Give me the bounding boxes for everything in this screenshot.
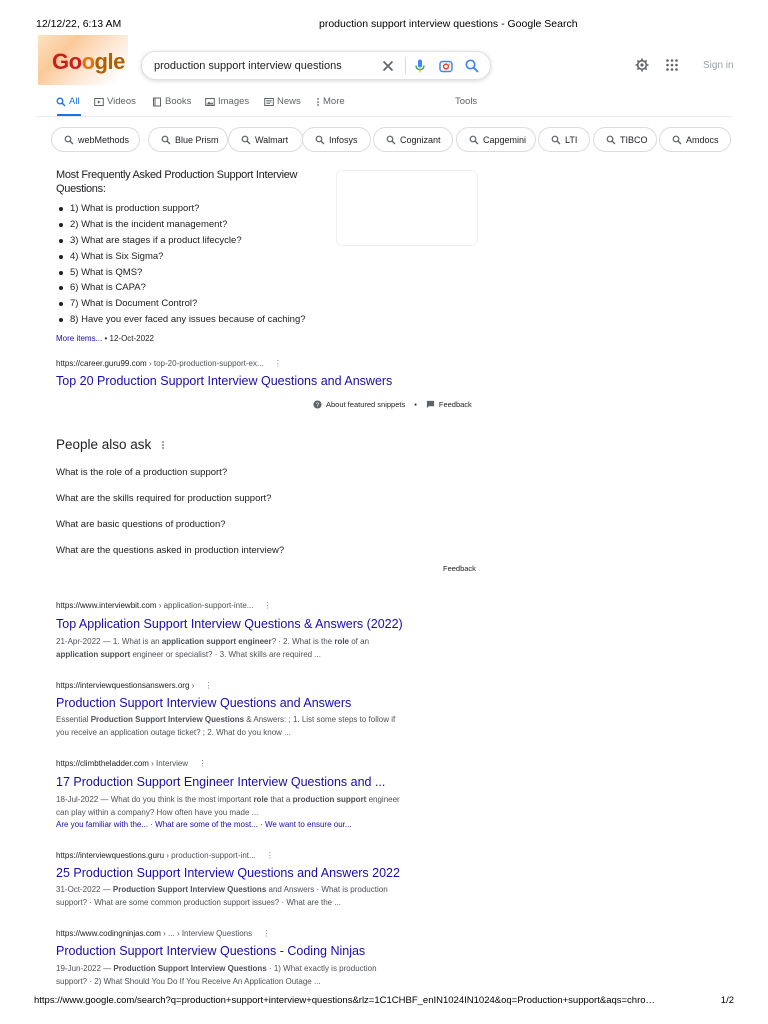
tab-news[interactable]: News: [264, 96, 301, 107]
image-icon: [205, 97, 215, 107]
search-box[interactable]: [141, 51, 491, 80]
result-cite: https://www.interviewbit.com › application-support-inte... ⋮: [56, 601, 272, 610]
result-title-link[interactable]: Production Support Interview Questions and Answers: [56, 696, 352, 710]
tab-tools[interactable]: Tools: [455, 96, 478, 107]
search-icon: [606, 135, 616, 145]
result-snippet: 21-Apr-2022 — 1. What is an application support engineer? · 2. What is the role of an application support engineer or specialist? · 3. What skills are required ...: [56, 637, 370, 659]
result-cite: https://www.codingninjas.com › ... › Interview Questions ⋮: [56, 929, 271, 938]
apps-grid-icon[interactable]: [664, 57, 680, 73]
tabs-divider: [36, 116, 732, 117]
result-snippet: 18-Jul-2022 — What do you think is the most important role that a production support engineer can play within a company? How often have you made ...: [56, 795, 400, 817]
paa-feedback-link[interactable]: Feedback: [443, 564, 476, 573]
search-icon: [64, 135, 74, 145]
paa-question[interactable]: What are the skills required for production support?: [56, 493, 272, 504]
chip-infosys[interactable]: Infosys: [302, 127, 371, 152]
svg-text:?: ?: [315, 401, 320, 409]
search-icon: [241, 135, 251, 145]
print-page-number: 1/2: [720, 995, 734, 1006]
featured-result-title-link[interactable]: Top 20 Production Support Interview Questions and Answers: [56, 374, 393, 388]
chip-capgemini[interactable]: Capgemini: [456, 127, 536, 152]
search-divider: [405, 57, 406, 74]
more-options-icon[interactable]: ⋮: [204, 681, 213, 690]
more-options-icon[interactable]: ⋮: [263, 601, 272, 610]
list-item: 1) What is production support?: [58, 201, 306, 217]
search-icon: [551, 135, 561, 145]
chip-cognizant[interactable]: Cognizant: [373, 127, 453, 152]
result-cite: https://career.guru99.com › top-20-production-support-ex... ⋮: [56, 359, 282, 368]
feedback-link[interactable]: Feedback: [438, 400, 472, 409]
result-title-link[interactable]: Production Support Interview Questions - Coding Ninjas: [56, 944, 366, 958]
result-title-link[interactable]: Top Application Support Interview Questions & Answers (2022): [56, 617, 403, 631]
result-cite: https://climbtheladder.com › Interview ⋮: [56, 759, 207, 768]
search-icon: [386, 135, 396, 145]
help-icon: [313, 400, 322, 409]
search-icon: [56, 97, 66, 107]
search-icon: [315, 135, 325, 145]
chip-lti[interactable]: LTI: [538, 127, 590, 152]
result-snippet: Essential Production Support Interview Questions & Answers: ; 1. List some steps to follow if you receive an application outage ticket? ; 2. What do you know ...: [56, 715, 396, 737]
chip-walmart[interactable]: Walmart: [228, 127, 303, 152]
result-title-link[interactable]: 25 Production Support Interview Questions and Answers 2022: [56, 866, 400, 880]
sitelinks-row[interactable]: Are you familiar with the... · What are some of the most... · We want to ensure our...: [56, 820, 352, 829]
print-date: 12/12/22, 6:13 AM: [36, 18, 122, 30]
chip-webmethods[interactable]: webMethods: [51, 127, 140, 152]
search-icon[interactable]: [464, 58, 480, 74]
camera-lens-icon[interactable]: [438, 58, 454, 74]
paa-question[interactable]: What is the role of a production support?: [56, 467, 228, 478]
featured-date: 12-Oct-2022: [109, 334, 154, 343]
clear-icon[interactable]: [380, 58, 396, 74]
print-url: https://www.google.com/search?q=production+support+interview+questions&rlz=1C1CHBF_enIN1024IN1024&oq=Production+support&aqs=chro…: [34, 995, 656, 1006]
sign-in-link[interactable]: Sign in: [703, 60, 734, 71]
more-options-icon[interactable]: ⋮: [198, 759, 207, 768]
featured-snippet-list: [58, 201, 306, 328]
result-snippet: 31-Oct-2022 — Production Support Interview Questions and Answers · What is production support? · What are some common production support issues? · What are the ...: [56, 885, 388, 907]
chip-tibco[interactable]: TIBCO: [593, 127, 657, 152]
tab-all[interactable]: All: [56, 96, 80, 107]
more-options-icon[interactable]: ⋮: [265, 851, 274, 860]
paa-question[interactable]: What are the questions asked in production interview?: [56, 545, 285, 556]
more-vert-icon[interactable]: [161, 440, 165, 450]
search-input[interactable]: [154, 58, 374, 74]
result-snippet: 19-Jun-2022 — Production Support Interview Questions · 1) What exactly is production support? · 2) What Should You Do If You Receive An Application Outage ...: [56, 964, 377, 986]
more-items-link[interactable]: More items...: [56, 334, 103, 343]
featured-snippet-footer: ? About featured snippets • Feedback: [313, 400, 472, 409]
tab-videos[interactable]: Videos: [94, 96, 136, 107]
list-item: 6) What is CAPA?: [58, 280, 306, 296]
search-icon: [672, 135, 682, 145]
result-cite: https://interviewquestions.guru › production-support-int... ⋮: [56, 851, 274, 860]
microphone-icon[interactable]: [412, 58, 428, 74]
print-header: [36, 18, 732, 32]
tab-images[interactable]: Images: [205, 96, 249, 107]
logo-text: Google: [52, 49, 125, 74]
result-title-link[interactable]: 17 Production Support Engineer Interview Questions and ...: [56, 775, 386, 789]
book-icon: [152, 97, 162, 107]
result-cite: https://interviewquestionsanswers.org › ⋮: [56, 681, 213, 690]
print-footer: [34, 995, 734, 1009]
list-item: 4) What is Six Sigma?: [58, 249, 306, 265]
video-icon: [94, 97, 104, 107]
news-icon: [264, 97, 274, 107]
featured-snippet-image[interactable]: [336, 170, 478, 246]
people-also-ask-heading: People also ask: [56, 437, 165, 452]
print-page-title: production support interview questions - Google Search: [319, 18, 578, 30]
gear-icon[interactable]: [634, 57, 650, 73]
list-item: 2) What is the incident management?: [58, 217, 306, 233]
chip-blue-prism[interactable]: Blue Prism: [148, 127, 228, 152]
featured-snippet-title: Most Frequently Asked Production Support Interview Questions:: [56, 169, 298, 195]
feedback-icon: [426, 400, 435, 409]
google-doodle-logo[interactable]: [38, 35, 128, 85]
more-items-row: More items... • 12-Oct-2022: [56, 334, 154, 343]
search-icon: [469, 135, 479, 145]
more-options-icon[interactable]: ⋮: [273, 359, 282, 368]
list-item: 5) What is QMS?: [58, 265, 306, 281]
more-options-icon[interactable]: ⋮: [262, 929, 271, 938]
list-item: 7) What is Document Control?: [58, 296, 306, 312]
tab-more[interactable]: More: [316, 96, 345, 107]
chip-amdocs[interactable]: Amdocs: [659, 127, 731, 152]
about-featured-snippets-link[interactable]: About featured snippets: [326, 400, 406, 409]
paa-question[interactable]: What are basic questions of production?: [56, 519, 226, 530]
list-item: 8) Have you ever faced any issues because of caching?: [58, 312, 306, 328]
search-icon: [161, 135, 171, 145]
more-vert-icon: [316, 97, 320, 107]
tab-books[interactable]: Books: [152, 96, 191, 107]
list-item: 3) What are stages if a product lifecycle?: [58, 233, 306, 249]
